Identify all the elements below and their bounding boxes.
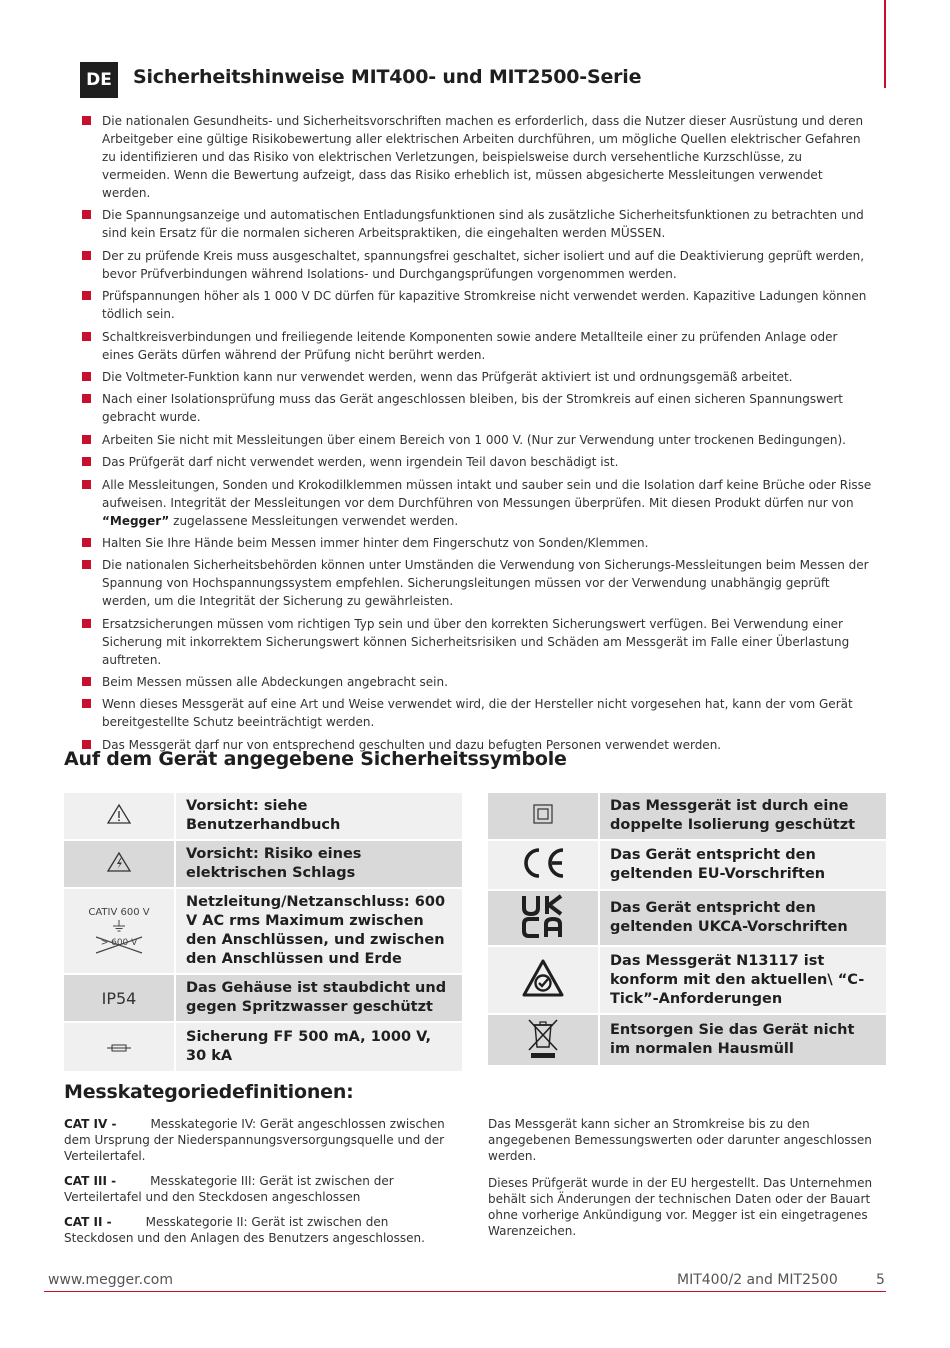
bullet-text: Der zu prüfende Kreis muss ausgeschaltet, spannungsfrei geschaltet, sicher isoliert und auf die Deaktivierung geprüft werden, bevor Prüfverbindungen während Isolations- und Durchgangsprüfungen vorgenommen werden. — [102, 248, 865, 281]
category-text: Messkategorie II: Gerät ist zwischen den Steckdosen und den Anlagen des Benutzers angeschlossen. — [64, 1215, 425, 1245]
list-item — [82, 206, 872, 242]
symbol-description: Das Gerät entspricht den geltenden UKCA-Vorschriften — [600, 891, 886, 947]
safety-bullet-list — [82, 112, 872, 758]
bullet-square-icon — [82, 677, 91, 686]
footer-product: MIT400/2 and MIT2500 — [677, 1272, 838, 1288]
bullet-text: Beim Messen müssen alle Abdeckungen angebracht sein. — [102, 675, 448, 690]
over-voltage-label: > 600 V — [100, 938, 138, 948]
bullet-square-icon — [82, 619, 91, 628]
bullet-text: Wenn dieses Messgerät auf eine Art und Weise verwendet wird, die der Hersteller nicht vorgesehen hat, kann der vom Gerät bereitgestellte Schutz beeinträchtigt werden. — [102, 697, 853, 730]
bullet-square-icon — [82, 291, 91, 300]
ip54-label: IP54 — [64, 975, 176, 1023]
bullet-square-icon — [82, 699, 91, 708]
list-item — [82, 112, 872, 202]
table-row — [488, 947, 886, 1015]
table-row — [64, 841, 462, 889]
bullet-square-icon — [82, 116, 91, 125]
note-text: Das Messgerät kann sicher an Stromkreise bis zu den angegebenen Bemessungswerten oder darunter angeschlossen werden. — [488, 1117, 872, 1163]
ukca-mark-icon — [488, 891, 600, 947]
symbol-description: Das Gerät entspricht den geltenden EU-Vorschriften — [600, 841, 886, 891]
bullet-text: Halten Sie Ihre Hände beim Messen immer hinter dem Fingerschutz von Sonden/Klemmen. — [102, 535, 649, 550]
top-accent-rule — [884, 0, 886, 88]
table-row — [64, 793, 462, 841]
bullet-square-icon — [82, 332, 91, 341]
symbols-section-title: Auf dem Gerät angegebene Sicherheitssymbole — [64, 748, 567, 770]
list-item — [82, 673, 872, 691]
right-notes — [488, 1116, 884, 1250]
list-item — [82, 368, 872, 386]
list-item — [82, 431, 872, 449]
bullet-text: Das Prüfgerät darf nicht verwendet werden, wenn irgendein Teil davon beschädigt ist. — [102, 455, 619, 470]
list-item — [82, 453, 872, 471]
list-item — [82, 534, 872, 552]
symbols-table-left — [64, 793, 462, 1073]
list-item — [82, 247, 872, 283]
bullet-square-icon — [82, 457, 91, 466]
page-number: 5 — [876, 1272, 885, 1288]
bullet-text: Schaltkreisverbindungen und freiliegende leitende Komponenten sowie andere Metallteile einer zu prüfenden Anlage oder eines Geräts dürfen während der Prüfung nicht berührt werden. — [102, 329, 838, 362]
bullet-text: Nach einer Isolationsprüfung muss das Gerät angeschlossen bleiben, bis der Stromkreis auf einen sicheren Spannungswert gebracht wurde. — [102, 392, 843, 425]
bullet-text: Arbeiten Sie nicht mit Messleitungen über einem Bereich von 1 000 V. (Nur zur Verwendung unter trockenen Bedingungen). — [102, 432, 846, 447]
bullet-text: Prüfspannungen höher als 1 000 V DC dürfen für kapazitive Stromkreise nicht verwendet werden. Kapazitive Ladungen können tödlich sein. — [102, 289, 867, 322]
list-item — [82, 328, 872, 364]
language-badge: DE — [80, 62, 118, 98]
list-item — [82, 390, 872, 426]
list-item — [82, 287, 872, 323]
symbol-description: Sicherung FF 500 mA, 1000 V, 30 kA — [176, 1023, 462, 1073]
category-label: CAT II - — [64, 1215, 112, 1229]
symbol-description: Vorsicht: Risiko eines elektrischen Schlags — [176, 841, 462, 889]
bullet-square-icon — [82, 372, 91, 381]
symbol-description: Das Messgerät N13117 ist konform mit den aktuellen\ “C-Tick”-Anforderungen — [600, 947, 886, 1015]
bullet-square-icon — [82, 251, 91, 260]
list-item — [82, 615, 872, 669]
category-item — [64, 1214, 460, 1246]
symbol-description: Entsorgen Sie das Gerät nicht im normalen Hausmüll — [600, 1015, 886, 1067]
category-item — [64, 1173, 460, 1205]
weee-bin-icon — [488, 1015, 600, 1067]
bullet-square-icon — [82, 210, 91, 219]
earth-ground-icon — [109, 920, 129, 932]
over-voltage-crossed-icon — [94, 935, 144, 955]
bullet-square-icon — [82, 538, 91, 547]
categories-definitions — [64, 1116, 460, 1255]
cat-rating-icon — [64, 889, 176, 975]
table-row — [64, 975, 462, 1023]
fuse-icon — [64, 1023, 176, 1073]
footer-divider — [44, 1291, 886, 1292]
note-text: Dieses Prüfgerät wurde in der EU hergestellt. Das Unternehmen behält sich Änderungen der technischen Daten oder der Bauart ohne vorherige Ankündigung vor. Megger ist ein eingetragenes Warenzeichen. — [488, 1176, 873, 1238]
footer-website: www.megger.com — [48, 1272, 173, 1288]
category-label: CAT IV - — [64, 1117, 117, 1131]
bullet-text: Alle Messleitungen, Sonden und Krokodilklemmen müssen intakt und sauber sein und die Isolation darf keine Brüche oder Risse aufweisen. Integrität der Messleitungen vor dem Durchführen von Messungen überprüfen. Mit diesen Produkt dürfen nur von — [102, 477, 872, 510]
warning-triangle-icon — [64, 793, 176, 841]
category-item — [64, 1116, 460, 1164]
bullet-text-continued: zugelassene Messleitungen verwendet werden. — [173, 513, 459, 528]
category-text: Messkategorie IV: Gerät angeschlossen zwischen dem Ursprung der Niederspannungsversorgungsquelle und der Verteilertafel. — [64, 1117, 445, 1163]
table-row — [64, 1023, 462, 1073]
bullet-text: Die Spannungsanzeige und automatischen Entladungsfunktionen sind als zusätzliche Sicherheitsfunktionen zu betrachten und sind kein Ersatz für die normalen sicheren Arbeitspraktiken, die eingehalten werden MÜSSEN. — [102, 208, 864, 241]
symbol-description: Netzleitung/Netzanschluss: 600 V AC rms Maximum zwischen den Anschlüssen, und zwischen den Anschlüssen und Erde — [176, 889, 462, 975]
symbol-description: Das Gehäuse ist staubdicht und gegen Spritzwasser geschützt — [176, 975, 462, 1023]
page-title: Sicherheitshinweise MIT400- und MIT2500-Serie — [133, 66, 642, 88]
bullet-square-icon — [82, 394, 91, 403]
bullet-text: Ersatzsicherungen müssen vom richtigen Typ sein und über den korrekten Sicherungswert verfügen. Bei Verwendung einer Sicherung mit inkorrektem Sicherungswert können Sicherheitsrisiken und Schäden am Messgerät im Falle einer Überlastung auftreten. — [102, 616, 850, 667]
table-row — [488, 891, 886, 947]
bullet-text: Die nationalen Gesundheits- und Sicherheitsvorschriften machen es erforderlich, dass die Nutzer dieser Ausrüstung und deren Arbeitgeber eine gültige Risikobewertung aller elektrischen Arbeiten durchführen, um mögliche Quellen elektrischer Gefahren zu identifizieren und das Risiko von elektrischen Verletzungen, beispielsweise durch versehentliche Kurzschlüsse, zu vermeiden. Wenn die Bewertung aufzeigt, dass das Risiko erheblich ist, müssen abgesicherte Messleitungen verwendet werden. — [102, 114, 864, 200]
symbols-table-right — [488, 793, 886, 1067]
cat-rating-label: CATIV 600 V — [88, 907, 150, 918]
bullet-square-icon — [82, 480, 91, 489]
bullet-square-icon — [82, 435, 91, 444]
bullet-text: Die nationalen Sicherheitsbehörden können unter Umständen die Verwendung von Sicherungs-Messleitungen beim Messen der Spannung von Hochspannungssystem empfehlen. Sicherungsleitungen müssen vor der Verwendung unabhängig geprüft werden, um die Integrität der Sicherung zu gewährleisten. — [102, 558, 869, 609]
list-item — [82, 556, 872, 610]
list-item — [82, 695, 872, 731]
rcm-mark-icon — [488, 947, 600, 1015]
ce-mark-icon — [488, 841, 600, 891]
bullet-square-icon — [82, 560, 91, 569]
categories-section-title: Messkategoriedefinitionen: — [64, 1081, 354, 1103]
symbol-description: Vorsicht: siehe Benutzerhandbuch — [176, 793, 462, 841]
table-row — [488, 841, 886, 891]
category-label: CAT III - — [64, 1174, 117, 1188]
double-insulation-icon — [488, 793, 600, 841]
bullet-text: Das Messgerät darf nur von entsprechend geschulten und dazu befugten Personen verwendet werden. — [102, 737, 722, 752]
table-row — [488, 1015, 886, 1067]
table-row — [64, 889, 462, 975]
shock-hazard-icon — [64, 841, 176, 889]
symbol-description: Das Messgerät ist durch eine doppelte Isolierung geschützt — [600, 793, 886, 841]
category-text: Messkategorie III: Gerät ist zwischen der Verteilertafel und den Steckdosen angeschlossen — [64, 1174, 394, 1204]
bullet-text: Die Voltmeter-Funktion kann nur verwendet werden, wenn das Prüfgerät aktiviert ist und ordnungsgemäß arbeitet. — [102, 369, 793, 384]
table-row — [488, 793, 886, 841]
brand-name: “Megger” — [102, 513, 170, 528]
list-item — [82, 476, 872, 530]
